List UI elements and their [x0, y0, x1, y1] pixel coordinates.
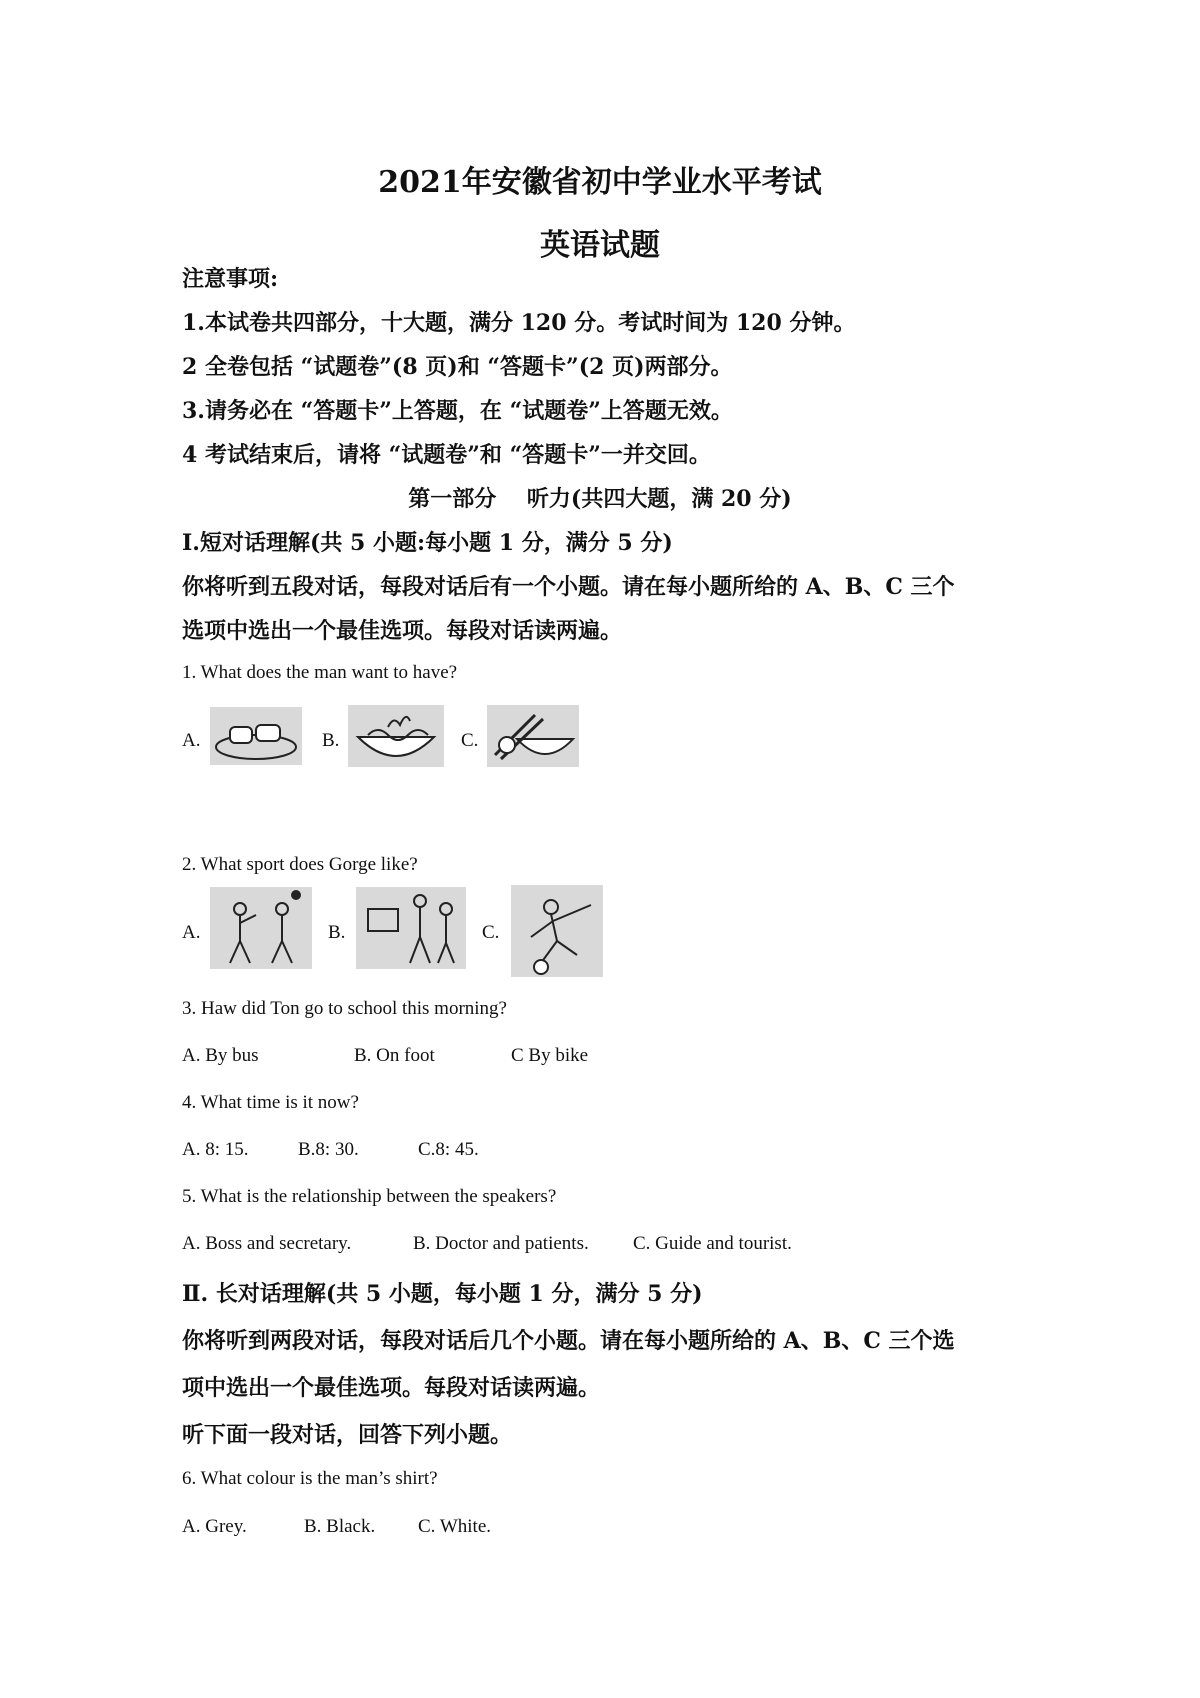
- q2-option-c-label: C.: [482, 922, 500, 943]
- question-2: 2. What sport does Gorge like?: [182, 854, 418, 875]
- question-1: 1. What does the man want to have?: [182, 662, 458, 683]
- q4-option-b: B.8: 30.: [298, 1139, 359, 1160]
- q4-option-c: C.8: 45.: [418, 1139, 479, 1160]
- question-3: 3. Haw did Ton go to school this morning?: [182, 998, 507, 1019]
- exam-title: 2021年安徽省初中学业水平考试: [378, 165, 822, 200]
- q2-option-b-label: B.: [328, 922, 346, 943]
- q1-option-a-label: A.: [182, 730, 201, 751]
- noodles-picture: [348, 705, 444, 767]
- section1-instruction-1: 你将听到五段对话，每段对话后有一个小题。请在每小题所给的 A、B、C 三个: [182, 574, 955, 600]
- q1-option-b-label: B.: [322, 730, 340, 751]
- q3-option-b: B. On foot: [354, 1045, 435, 1066]
- section2-heading: Ⅱ. 长对话理解(共 5 小题，每小题 1 分，满分 5 分): [182, 1281, 703, 1307]
- q5-option-c: C. Guide and tourist.: [633, 1233, 792, 1254]
- q4-option-a: A. 8: 15.: [182, 1139, 249, 1160]
- note-item-4: 4 考试结束后，请将 “试题卷”和 “答题卡”一并交回。: [182, 442, 711, 468]
- basketball-picture: [356, 887, 466, 969]
- rice-bowl-picture: [487, 705, 579, 767]
- exam-subtitle: 英语试题: [540, 228, 660, 263]
- q5-option-a: A. Boss and secretary.: [182, 1233, 352, 1254]
- dumplings-picture: [210, 707, 302, 765]
- question-5: 5. What is the relationship between the speakers?: [182, 1186, 557, 1207]
- section1-heading: Ⅰ.短对话理解(共 5 小题:每小题 1 分，满分 5 分): [182, 530, 673, 556]
- question-6: 6. What colour is the man’s shirt?: [182, 1468, 438, 1489]
- section2-instruction-3: 听下面一段对话，回答下列小题。: [182, 1422, 513, 1448]
- section2-instruction-1: 你将听到两段对话，每段对话后几个小题。请在每小题所给的 A、B、C 三个选: [182, 1328, 955, 1354]
- note-item-1: 1.本试卷共四部分，十大题，满分 120 分。考试时间为 120 分钟。: [182, 310, 856, 336]
- q6-option-a: A. Grey.: [182, 1516, 247, 1537]
- note-item-3: 3.请务必在 “答题卡”上答题，在 “试题卷”上答题无效。: [182, 398, 733, 424]
- section1-instruction-2: 选项中选出一个最佳选项。每段对话读两遍。: [182, 618, 623, 644]
- q1-option-c-label: C.: [461, 730, 479, 751]
- note-item-2: 2 全卷包括 “试题卷”(8 页)和 “答题卡”(2 页)两部分。: [182, 354, 733, 380]
- volleyball-picture: [210, 887, 312, 969]
- q6-option-b: B. Black.: [304, 1516, 376, 1537]
- notes-heading: 注意事项:: [182, 266, 279, 292]
- q3-option-c: C By bike: [511, 1045, 589, 1066]
- q5-option-b: B. Doctor and patients.: [413, 1233, 589, 1254]
- q6-option-c: C. White.: [418, 1516, 492, 1537]
- q2-option-a-label: A.: [182, 922, 201, 943]
- football-picture: [511, 885, 603, 977]
- q3-option-a: A. By bus: [182, 1045, 259, 1066]
- part1-heading: 第一部分 听力(共四大题，满 20 分): [408, 486, 792, 512]
- section2-instruction-2: 项中选出一个最佳选项。每段对话读两遍。: [182, 1375, 601, 1401]
- question-4: 4. What time is it now?: [182, 1092, 359, 1113]
